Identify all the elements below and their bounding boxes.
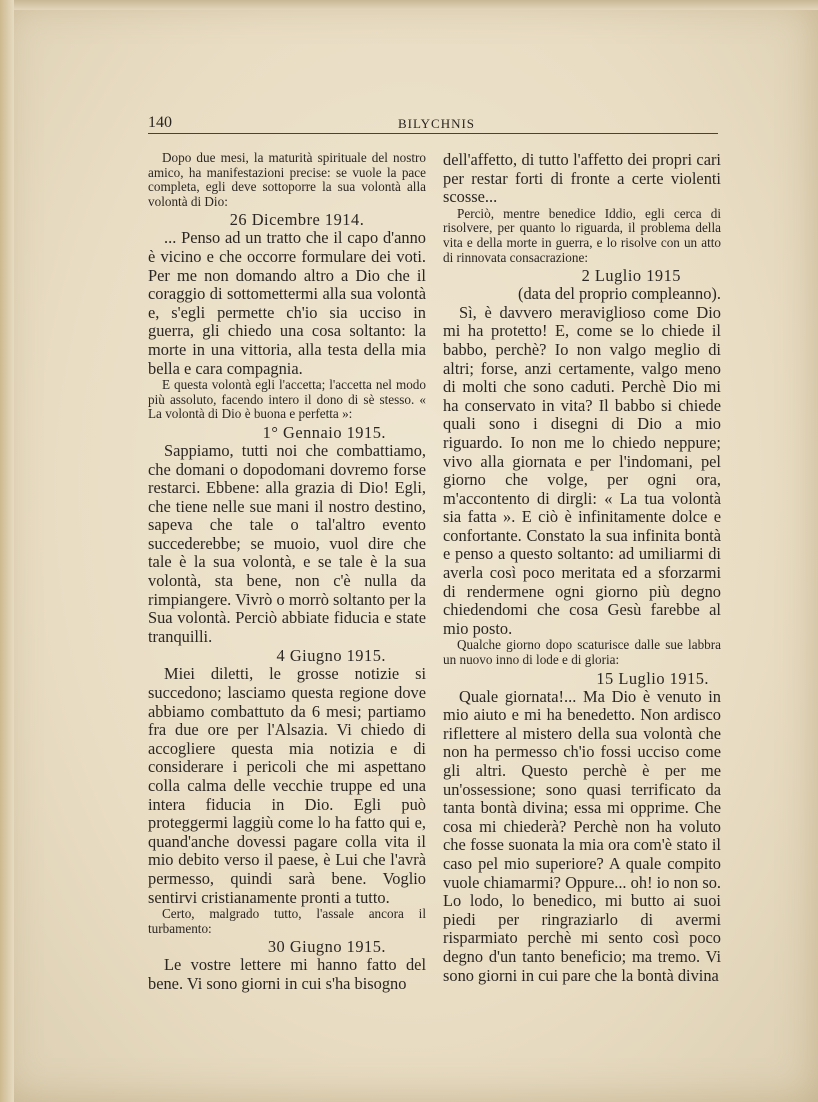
date-heading: 26 Dicembre 1914. xyxy=(229,210,365,230)
date-heading: 2 Luglio 1915 xyxy=(581,266,681,286)
date-heading: 15 Luglio 1915. xyxy=(596,668,709,688)
date-heading: 1° Gennaio 1915. xyxy=(262,422,386,442)
commentary-note: Perciò, mentre benedice Iddio, egli cerca di risolvere, per quanto lo riguarda, il problema della vita e della morte in guerra, e lo risolve con un atto di rinnovata consacrazione: xyxy=(443,205,721,265)
date-subheading: (data del proprio compleanno). xyxy=(518,284,721,304)
commentary-note: Qualche giorno dopo scaturisce dalle sue labbra un nuovo inno di lode e di gloria: xyxy=(443,637,721,668)
commentary-note: Certo, malgrado tutto, l'assale ancora il turbamento: xyxy=(148,906,426,936)
letter-paragraph: Quale giornata!... Ma Dio è venuto in mio aiuto e mi ha benedetto. Non ardisco riflettere al mistero della sua volontà che non ha permesso ch'io fossi ucciso come gli altri. Questo perchè è per me un'ossessione; sono quasi terrificato da tanta bontà divina; essa mi opprime. Che cosa mi chiederà? Perchè non ha voluto che fosse suonata la mia ora com'è stato il caso pel mio superiore? A quale compito vuole chiamarmi? Oppure... oh! io non so. Lo lodo, lo benedico, mi butto ai suoi piedi per ringraziarlo di avermi risparmiato perchè mi sento così poco degno d'un tanto beneficio; ma tremo. Vi sono giorni in cui pare che la bontà divina xyxy=(443,686,721,985)
intro-note: Dopo due mesi, la maturità spirituale del nostro amico, ha manifestazioni precise: se vuole la pace completa, egli deve sottoporre la sua volontà alla volontà di Dio: xyxy=(148,150,426,209)
letter-paragraph-continued: dell'affetto, di tutto l'affetto dei propri cari per restar forti di fronte a certe violenti scosse... xyxy=(443,150,721,207)
page-number: 140 xyxy=(148,114,172,131)
right-column xyxy=(443,151,721,985)
page-top-edge xyxy=(0,0,818,10)
letter-paragraph: Miei diletti, le grosse notizie si succedono; lasciamo questa regione dove abbiamo combattuto da 6 mesi; partiamo fra due ore per l'Alsazia. Vi chiedo di accogliere questa mia notizia e di considerare i pericoli che mi aspettano colla calma delle vecchie truppe ed una intera fiducia in Dio. Egli può proteggermi laggiù come lo ha fatto qui e, quand'anche dovessi pagare colla vita il mio debito verso il paese, è Lui che l'avrà permesso, quindi sarà bene. Voglio sentirvi cristianamente pronti a tutto. xyxy=(148,664,426,907)
date-heading: 4 Giugno 1915. xyxy=(276,646,386,666)
letter-paragraph: Sì, è davvero meraviglioso come Dio mi ha protetto! E, come se lo chiede il babbo, perchè? Io non valgo meglio di altri; forse, anzi certamente, valgo meno di molti che sono caduti. Perchè Dio mi ha conservato in vita? Il babbo si chiede quali sono i disegni di Dio a mio riguardo. Io non me lo chiedo neppure; vivo alla giornata e per l'indomani, pel giorno che volge, per ogni ora, m'accontento di dirgli: « La tua volontà sia fatta ». E ciò è infinitamente dolce e confortante. Constato la sua infinita bontà e penso a questo soltanto: ad umiliarmi di averla così poco meritata ed a sforzarmi di rendermene ogni giorno più degno chiedendomi che cosa Gesù farebbe al mio posto. xyxy=(443,302,721,638)
letter-paragraph: ... Penso ad un tratto che il capo d'anno è vicino e che occorre formulare dei voti. Per me non domando altro a Dio che il coraggio di sottomettermi alla sua volontà e, s'egli permette ch'io sia ucciso in guerra, gli chiedo una cosa soltanto: la morte in una vittoria, alla testa della mia bella e cara compagnia. xyxy=(148,228,426,378)
letter-paragraph: Sappiamo, tutti noi che combattiamo, che domani o dopodomani dovremo forse restarci. Ebbene: alla grazia di Dio! Egli, che tiene nelle sue mani il nostro destino, sapeva che tale o tal'altro evento succederebbe; se muoio, vuol dire che tale è la sua volontà, e se tale è la sua volontà, sta bene, non c'è nulla da rimpiangere. Vivrò o morrò soltanto per la Sua volontà. Perciò abbiate fiducia e state tranquilli. xyxy=(148,440,426,646)
running-title: BILYCHNIS xyxy=(398,116,476,131)
date-heading: 30 Giugno 1915. xyxy=(267,937,386,957)
page-binding-edge xyxy=(0,0,14,1102)
left-column xyxy=(148,151,426,994)
commentary-note: E questa volontà egli l'accetta; l'accetta nel modo più assoluto, facendo intero il dono di sè stesso. « La volontà di Dio è buona e perfetta »: xyxy=(148,377,426,422)
header-rule xyxy=(148,133,718,134)
letter-paragraph: Le vostre lettere mi hanno fatto del bene. Vi sono giorni in cui s'ha bisogno xyxy=(148,955,426,993)
